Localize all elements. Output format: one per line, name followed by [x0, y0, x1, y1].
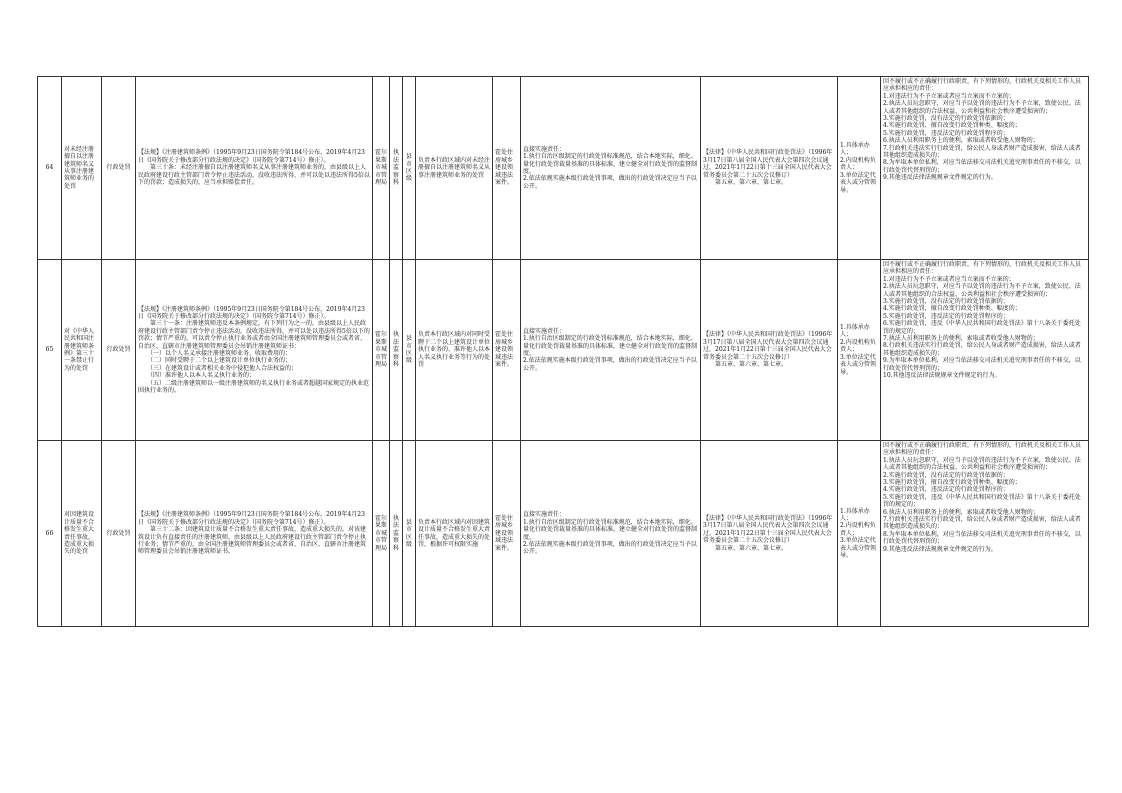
implementing-subject: 霍尔果斯市城市管理局	[373, 441, 390, 627]
undertaking-department: 执法监察科	[390, 260, 403, 441]
item-name: 对未经注册擅自以注册建筑师名义从事注册建筑师业务的处罚	[62, 77, 102, 260]
undertaking-department: 执法监察科	[390, 77, 403, 260]
accountability-cases: 因不履行或不正确履行行政职责，有下列情形的，行政机关及相关工作人员应承担相应的责任： 1.对违法行为不予立案或者应当立案而不立案的； 2.执法人员玩忽职守，对应当予以处罚的违法行为不予立案，致使公民、法人或者其他组织的合法权益、公共利益和社会秩序遭受损害的； 3.实施行政处罚，没有法定的行政处罚依据的； 4.实施行政处罚，擅自改变行政处罚种类、幅度的； 5.实施行政处罚，违反法定的行政处罚程序的； 6.执法人员利用职务上的便利，索取或者收受他人财物的； 7.行政机关违法实行行政处罚，给公民人身或者财产造成损害，给法人或者其他组织造成损失的； 8.为牟取本单位私利，对应当依法移交司法机关追究刑事责任的不移交，以行政处罚代替刑罚的； 9.其他违反法律法规规章文件规定的行为。	[881, 77, 1089, 260]
responsibility-matter: 霍处住房城乡建设领域违法案件。	[493, 260, 521, 441]
row-number: 66	[38, 441, 62, 627]
table-row	[38, 260, 1089, 441]
accountability-cases: 因不履行或不正确履行行政职责，有下列情形的，行政机关及相关工作人员应承担相应的责任： 1.对违法行为不予立案或者应当立案而不立案的； 2.执法人员玩忽职守，对应当予以处罚的违法行为不予立案，致使公民、法人或者其他组织的合法权益、公共利益和社会秩序遭受损害的； 3.实施行政处罚，没有法定的行政处罚依据的； 4.实施行政处罚，擅自改变行政处罚种类、幅度的； 5.实施行政处罚，违反法定的行政处罚程序的； 6.实施行政处罚，违反《中华人民共和国行政处罚法》第十八条关于委托处罚的规定的； 7.执法人员利用职务上的便利，索取或者收受他人财物的； 8.行政机关违法实行行政处罚，给公民人身或者财产造成损害，给法人或者其他组织造成损失的； 9.为牟取本单位私利，对应当依法移交司法机关追究刑事责任的不移交，以行政处罚代替刑罚的； 10.其他违反法律法规规章文件规定的行为。	[881, 260, 1089, 441]
exercise-level: 县市区级	[403, 441, 416, 627]
item-type: 行政处罚	[102, 441, 136, 627]
exercise-level: 县市区级	[403, 260, 416, 441]
exercise-scope: 负责本行政区域内对因建筑设计质量不合格发生重大责任事故，造成重大损失的处罚，根据许可权限实施	[416, 441, 493, 627]
row-number: 65	[38, 260, 62, 441]
responsible-persons: 1.具体承办人； 2.内设机构负责人； 3.单位法定代表人或分管领导。	[838, 441, 881, 627]
exercise-level: 县市区级	[403, 77, 416, 260]
implementation-duty: 直接实施责任： 1.执行自治区级制定的行政处罚标准规范，结合本地实际，细化、量化行政处罚裁量基准的具体标准，建立健全对行政处罚的监督制度。 2.依法依规实施本级行政处罚事项，做出的行政处罚决定应当予以公开。	[521, 441, 701, 627]
duty-legal-basis: 【法律】《中华人民共和国行政处罚法》（1996年3月17日第八届全国人民代表大会第四次会议通过，2021年1月22日第十三届全国人民代表大会常务委员会第二十五次会议修订） 第五章、第六章、第七章。	[701, 441, 838, 627]
implementation-duty: 直接实施责任： 1.执行自治区级制定的行政处罚标准规范，结合本地实际，细化、量化行政处罚裁量基准的具体标准，建立健全对行政处罚的监督制度。 2.依法依规实施本级行政处罚事项，做出的行政处罚决定应当予以公开。	[521, 260, 701, 441]
exercise-scope: 负责本行政区域内对未经注册擅自以注册建筑师名义从事注册建筑师业务的处罚	[416, 77, 493, 260]
responsibility-matter: 霍处住房城乡建设领域违法案件。	[493, 441, 521, 627]
item-name: 对因建筑设计质量不合格发生重大责任事故，造成重大损失的处罚	[62, 441, 102, 627]
responsible-persons: 1.具体承办人； 2.内设机构负责人； 3.单位法定代表人或分管领导。	[838, 77, 881, 260]
responsibility-matter: 霍处住房城乡建设领域违法案件。	[493, 77, 521, 260]
duty-legal-basis: 【法律】《中华人民共和国行政处罚法》（1996年3月17日第八届全国人民代表大会第四次会议通过，2021年1月22日第十三届全国人民代表大会常务委员会第二十五次会议修订） 第五章、第六章、第七章。	[701, 77, 838, 260]
exercise-scope: 负责本行政区域内对同时受聘于二个以上建筑设计单位执行业务的、准许他人以本人名义执行业务等行为的处罚	[416, 260, 493, 441]
row-number: 64	[38, 77, 62, 260]
undertaking-department: 执法监察科	[390, 441, 403, 627]
item-name: 对《中华人民共和国注册建筑师条例》第三十一条禁止行为的处罚	[62, 260, 102, 441]
accountability-cases: 因不履行或不正确履行行政职责，有下列情形的，行政机关及相关工作人员应承担相应的责任： 1.执法人员玩忽职守，对应当予以处罚的违法行为不予立案，致使公民、法人或者其他组织的合法权益、公共利益和社会秩序遭受损害的； 2.实施行政处罚，没有法定的行政处罚依据的； 3.实施行政处罚，擅自改变行政处罚种类、幅度的； 4.实施行政处罚，违反法定的行政处罚程序的； 5.实施行政处罚，违反《中华人民共和国行政处罚法》第十八条关于委托处罚的规定的； 6.执法人员利用职务上的便利，索取或者收受他人财物的； 7.行政机关违法实行行政处罚，给公民人身或者财产造成损害，给法人或者其他组织造成损失的； 8.为牟取本单位私利，对应当依法移交司法机关追究刑事责任的不移交，以行政处罚代替刑罚的； 9.其他违反法律法规规章文件规定的行为。	[881, 441, 1089, 627]
legal-basis: 【法规】《注册建筑师条例》（1995年9月23日国务院令第184号公布，2019年4月23日《国务院关于修改部分行政法规的决定》（国务院令第714号）修正）。 第三十二条：因建筑设计质量不合格发生重大责任事故，造成重大损失的，对该建筑设计负有直接责任的注册建筑师，由县级以上人民政府建设行政主管部门责令停止执行业务；情节严重的，由全国注册建筑师管理委员会或者省、自治区、直辖市注册建筑师管理委员会吊销注册建筑师证书。	[136, 441, 373, 627]
implementing-subject: 霍尔果斯市城市管理局	[373, 77, 390, 260]
responsible-persons: 1.具体承办人； 2.内设机构负责人； 3.单位法定代表人或分管领导。	[838, 260, 881, 441]
table-row	[38, 441, 1089, 627]
implementation-duty: 直接实施责任： 1.执行自治区级制定的行政处罚标准规范，结合本地实际，细化、量化行政处罚裁量基准的具体标准，建立健全对行政处罚的监督制度。 2.依法依规实施本级行政处罚事项，做出的行政处罚决定应当予以公开。	[521, 77, 701, 260]
item-type: 行政处罚	[102, 77, 136, 260]
item-type: 行政处罚	[102, 260, 136, 441]
legal-basis: 【法规】《注册建筑师条例》（1995年9月23日国务院令第184号公布，2019年4月23日《国务院关于修改部分行政法规的决定》（国务院令第714号）修正）。 第三十条：未经注册擅自以注册建筑师名义从事注册建筑师业务的，由县级以上人民政府建设行政主管部门责令停止违法活动，没收违法所得，并可以处以违法所得5倍以下的罚款；造成损失的，应当承担赔偿责任。	[136, 77, 373, 260]
implementing-subject: 霍尔果斯市城市管理局	[373, 260, 390, 441]
responsibility-table	[37, 76, 1089, 627]
table-row	[38, 77, 1089, 260]
legal-basis: 【法规】《注册建筑师条例》（1995年9月23日国务院令第184号公布，2019年4月23日《国务院关于修改部分行政法规的决定》（国务院令第714号）修正）。 第三十一条：注册建筑师违反本条例规定，有下列行为之一的，由县级以上人民政府建设行政主管部门责令停止违法活动，没收违法所得，并可以处以违法所得5倍以下的罚款；情节严重的，可以责令停止执行业务或者由全国注册建筑师管理委员会或者省、自治区、直辖市注册建筑师管理委员会吊销注册建筑师证书： （一）以个人名义承接注册建筑师业务、收取费用的； （二）同时受聘于二个以上建筑设计单位执行业务的； （三）在建筑设计或者相关业务中侵犯他人合法权益的； （四）准许他人以本人名义执行业务的； （五）二级注册建筑师以一级注册建筑师的名义执行业务或者超越国家规定的执业范围执行业务的。	[136, 260, 373, 441]
duty-legal-basis: 【法律】《中华人民共和国行政处罚法》（1996年3月17日第八届全国人民代表大会第四次会议通过，2021年1月22日第十三届全国人民代表大会常务委员会第二十五次会议修订） 第五章、第六章、第七章。	[701, 260, 838, 441]
